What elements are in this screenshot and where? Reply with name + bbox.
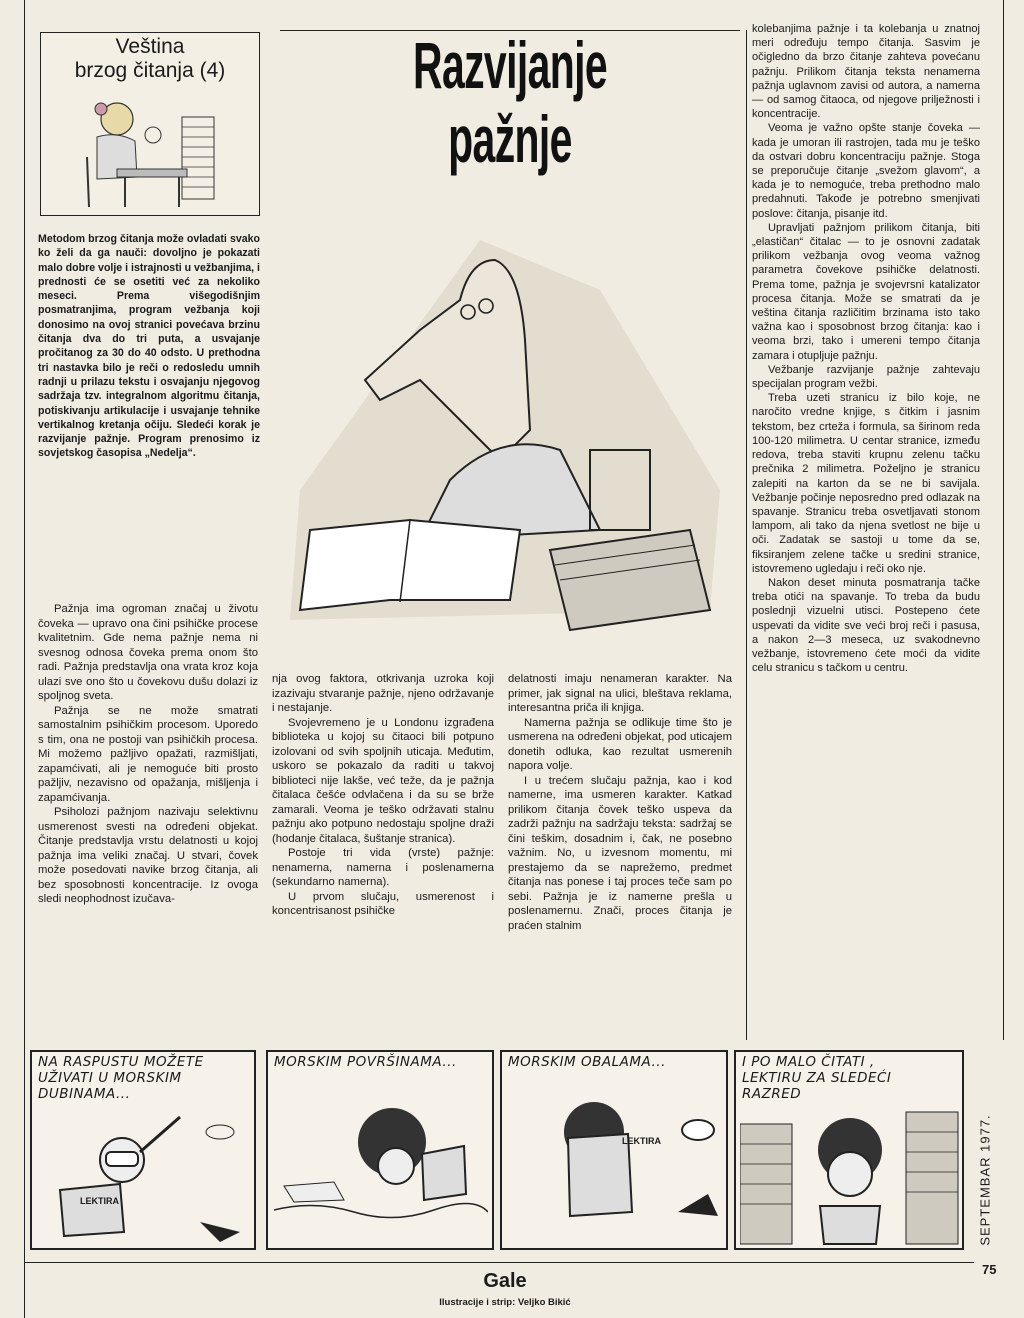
comic-caption: I PO MALO ČITATI , LEKTIRU ZA SLEDEĆI RAZRED [742,1054,892,1102]
paragraph: Treba uzeti stranicu iz bilo koje, ne naročito vredne knjige, s čitkim i jasnim tekstom, bez crteža i formula, sa širinom reda 100-120 milimetra. U centar stranice, između redova, treba staviti krupnu zelenu tačku prečnika 2 milimetra. Poželjno je stranicu zalepiti na karton da se ne bi savijala. Vežbanje počinje neposredno pred odlazak na spavanje. Stranicu treba osvetljavati stonom lampom, ali tako da njena svetlost ne bije u oči. Zadatak se sastoji u tome da se, fiksiranjem zelene tačke u sredini stranice, istovremeno ugledaju i reči oko nje. [752,392,980,575]
book-stacks-illustration [740,1088,960,1246]
headline-line2: pažnje [448,102,572,176]
right-page-rule [1003,0,1004,1040]
main-illustration [270,230,740,650]
paragraph: Namerna pažnja se odlikuje time što je usmerena na određeni objekat, pod uticajem donetih odluka, kao rezultat usmerenih napora volje. [508,716,732,772]
swimmer-reading-illustration [274,1082,488,1244]
book-label: LEKTIRA [80,1196,119,1206]
comic-panel-1 [30,1050,256,1250]
column-left [38,602,258,907]
book-label: LEKTIRA [622,1136,661,1146]
paragraph: Pažnja se ne može smatrati samostalnim psihičkim procesom. Uporedo s tim, ona ne postoji van psihičkih procesa. Mi možemo pažljivo opažati, razmišljati, zapamćivati, ali je nemoguće biti prosto pažljiv, nezavisno od opažanja, mišljenja i zapamćivanja. [38,704,258,804]
paragraph: Psiholozi pažnjom nazivaju selektivnu usmerenost svesti na određeni objekat. Čitanje predstavlja vrstu delatnosti u kojoj pažnja ima veliki značaj. U stvari, čovek može posedovati navike brzog čitanja, ali bez sposobnosti koncentracije. Iz ovoga sledi neophodnost izučava- [38,806,258,905]
left-page-rule [24,0,25,1318]
paragraph: Veoma je važno opšte stanje čoveka — kada je umoran ili rastrojen, tada mu je teško da ostvari dobru koncentraciju pažnje. Stoga se preporučuje čitanje „svežom glavom“, a kada je to nemoguće, treba prethodno malo predahnuti. Takođe je potrebno smenjivati poslove: čitanja, pisanje itd. [752,122,980,220]
paragraph: Vežbanje razvijanje pažnje zahtevaju specijalan program vežbi. [752,363,980,391]
column-right [752,22,980,675]
series-box [40,32,260,216]
paragraph: Nakon deset minuta posmatranja tačke treba otići na spavanje. To treba da budu poslednji vizuelni utisci. Postepeno ćete uspevati da vidite sve veći broj reči i pasusa, a nakon 2—3 meseca, uz svakodnevno vežbanje, istovremeno ćete moći da vidite celu stranicu s tačkom u centru. [752,576,980,675]
issue-date [976,1100,994,1260]
comic-panel-4 [734,1050,964,1250]
author-signature: Gale [483,1270,527,1292]
series-title: Veština brzog čitanja (4) [74,35,226,82]
paragraph: I u trećem slučaju pažnja, kao i kod namerne, ima usmeren karakter. Katkad prilikom čitanja čovek teško uspeva da zadrži pažnju na sadržaju teksta: sadržaj se čini teškim, dosadnim i, čak, ne posebno važnim. No, u izvesnom momentu, mi prestajemo da se naprežemo, predmet čitanja nas ponese i taj proces teče sam po sebi. Pažnja je iz namerne prešla u poslenamernu. Znači, proces čitanja je praćen stalnim [508,774,732,932]
paragraph: U prvom slučaju, usmerenost i koncentrisanost psihičke [272,890,494,917]
paragraph: Upravljati pažnjom prilikom čitanja, biti „elastičan“ čitalac — to je osnovni zadatak prilikom vežbanja ovog veoma važnog parametra čovekove psihičke delatnosti. Prema tome, pažnja je svojevrsni katalizator procesa čitanja. Može se smatrati da je veština čitanja različitim brzinama isto tako važna kao i sposobnost brzog čitanja: kao i veoma brzi, tako i umereni tempo čitanja zamara i otupljuje pažnju. [752,221,980,362]
comic-caption: MORSKIM POVRŠINAMA... [274,1054,457,1070]
column-rule-right [746,30,747,1040]
paragraph: delatnosti imaju nenameran karakter. Na primer, jak signal na ulici, bleštava reklama, interesantna priča ili knjiga. [508,673,732,714]
comic-panel-3 [500,1050,728,1250]
paragraph: Postoje tri vida (vrste) pažnje: nenamerna, namerna i poslenamerna (sekundarno namerna). [272,847,494,888]
comic-panel-2 [266,1050,494,1250]
comic-caption: MORSKIM OBALAMA... [508,1054,666,1070]
comic-caption: NA RASPUSTU MOŽETE UŽIVATI U MORSKIM DUBINAMA... [38,1054,204,1102]
headline [405,28,616,176]
reader-girl-illustration [67,97,237,209]
column-mid [272,672,494,919]
illustration-credit: Ilustracije i strip: Veljko Bikić [439,1297,571,1308]
column-center [508,672,732,933]
diver-reading-illustration [40,1112,250,1244]
paragraph: Svojevremeno je u Londonu izgrađena biblioteka u kojoj su čitaoci bili potpuno izolovani od svih spoljnih uticaja. Međutim, uskoro se pokazalo da raditi u takvoj biblioteci nije lakše, već teže, da je pažnja čitalaca češće odvlačena i da su se brže zamarali. Veoma je teško održavati stalnu pažnju ako potpuno nedostaju spoljne draži (hodanje čitalaca, šuštanje stranica). [272,716,494,845]
paragraph: Pažnja ima ogroman značaj u životu čoveka — upravo ona čini psihičke procese kvalitetnim. Gde nema pažnje nema ni svesnog odnosa čoveka prema onom što radi. Pažnja predstavlja ona vrata kroz koja ulazi sve ono što u čovekovu dušu dolazi iz spoljnog sveta. [38,603,258,702]
paragraph: kolebanjima pažnje i ta kolebanja u znatnoj meri određuju tempo čitanja. Sasvim je očigledno da brzo čitanje zahteva povećanu pažnju. Prilikom čitanja teksta nenamerna pažnja uglavnom zavisi od autora, a namerna — od samog čitaoca, od njegove prilježnosti i koncentracije. [752,23,980,121]
issue-date-text: SEPTEMBAR 1977. [977,1114,993,1246]
beach-reading-illustration [508,1082,722,1244]
paragraph: nja ovog faktora, otkrivanja uzroka koji izazivaju stvaranje pažnje, njeno održavanje i nestajanje. [272,673,494,714]
bottom-rule [24,1262,974,1263]
intro-text: Metodom brzog čitanja može ovladati svako ko želi da ga nauči: dovoljno je pokazati malo dobre volje i istrajnosti u vežbanjima, i prednosti će se osetiti već za nekoliko meseci. Prema višegodišnjim posmatranjima, program vežbanja koji donosimo na ovoj stranici povećava brzinu čitanja dva do tri puta, a usvajanje pročitanog za 30 do 40 odsto. U prethodna tri nastavka bilo je reči o redosledu umnih radnji u prilazu tekstu i osvajanju njegovog sadržaja tzv. integralnom algoritmu čitanja, potiskivanju artikulacije i usvajanje tehnike vertikalnog kretanja očiju. Sledeći korak je razvijanje pažnje. Program prenosimo iz sovjetskog časopisa „Nedelja“. [38,233,260,460]
page-number: 75 [982,1262,997,1277]
headline-line1: Razvijanje [413,28,607,102]
